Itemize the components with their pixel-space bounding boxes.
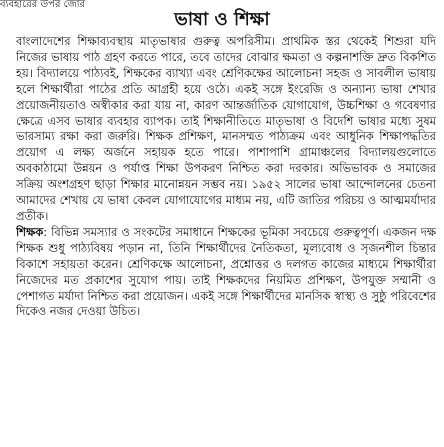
paragraph-text: : বিভিন্ন সমস্যার ও সংকটের সমাধানে শিক্ষকের ভূমিকা সবচেয়ে গুরুত্বপূর্ণ। একজন দক্ষ শিক্ষক শুধু পাঠ্যবিষয় পড়ান না, তিনি শিক্ষার্থীদের নৈতিকতা, মূল্যবোধ ও সৃজনশীল চিন্তার বিকাশে সহায়তা করেন। শ্রেণিকক্ষে আলোচনা, প্রশ্নোত্তর ও দলগত কাজের মাধ্যমে শিক্ষার্থীরা নিজেদের মত প্রকাশের সুযোগ পায়। তাই শিক্ষকদের নিয়মিত প্রশিক্ষণ, উপযুক্ত সম্মানী ও পেশাগত মর্যাদা নিশ্চিত করা প্রয়োজন। একই সঙ্গে শিক্ষার্থীদের মানসিক স্বাস্থ্য ও সুষ্ঠু পরিবেশের দিকেও নজর দেওয়া উচিত। <box>16 224 436 319</box>
article-title: ভাষা ও শিক্ষা <box>174 9 270 30</box>
paragraph <box>16 225 436 320</box>
paragraph: বাংলাদেশের শিক্ষাব্যবস্থায় মাতৃভাষার গুরুত্ব অপরিসীম। প্রাথমিক স্তর থেকেই শিশুরা যদি নিজের ভাষায় পাঠ গ্রহণ করতে পারে, তবে তাদের বোঝার ক্ষমতা ও কল্পনাশক্তি দ্রুত বিকশিত হয়। বিদ্যালয়ে পাঠ্যবই, শিক্ষকের ব্যাখ্যা এবং শ্রেণিকক্ষের আলোচনা সহজ ও সাবলীল ভাষায় হলে শিক্ষার্থীরা পাঠের প্রতি আগ্রহী হয়ে ওঠে। একই সঙ্গে ইংরেজি ও অন্যান্য ভাষা শেখার প্রয়োজনীয়তাও অস্বীকার করা যায় না, কারণ আন্তর্জাতিক যোগাযোগ, উচ্চশিক্ষা ও গবেষণার ক্ষেত্রে এসব ভাষার ব্যবহার ব্যাপক। তাই শিক্ষানীতিতে মাতৃভাষা ও বিদেশি ভাষার মধ্যে সুষম ভারসাম্য রক্ষা করা জরুরি। শিক্ষক প্রশিক্ষণ, মানসম্মত পাঠ্যক্রম এবং আধুনিক শিক্ষাপদ্ধতির প্রয়োগ এ লক্ষ্য অর্জনে সহায়ক হতে পারে। পাশাপাশি গ্রামাঞ্চলের বিদ্যালয়গুলোতে অবকাঠামো উন্নয়ন ও পর্যাপ্ত শিক্ষা উপকরণ নিশ্চিত করা দরকার। অভিভাবক ও সমাজের সক্রিয় অংশগ্রহণ ছাড়া শিক্ষার মানোন্নয়ন সম্ভব নয়। ১৯৫২ সালের ভাষা আন্দোলনের চেতনা আমাদের শেখায় যে ভাষা কেবল যোগাযোগের মাধ্যম নয়, এটি জাতির পরিচয় ও আত্মমর্যাদার প্রতীক। <box>16 34 436 223</box>
article-body <box>16 34 436 442</box>
cut-off-text-line: ব্যবহারের উপর জোর <box>0 0 86 10</box>
paragraph-lead: শিক্ষক <box>16 224 44 239</box>
